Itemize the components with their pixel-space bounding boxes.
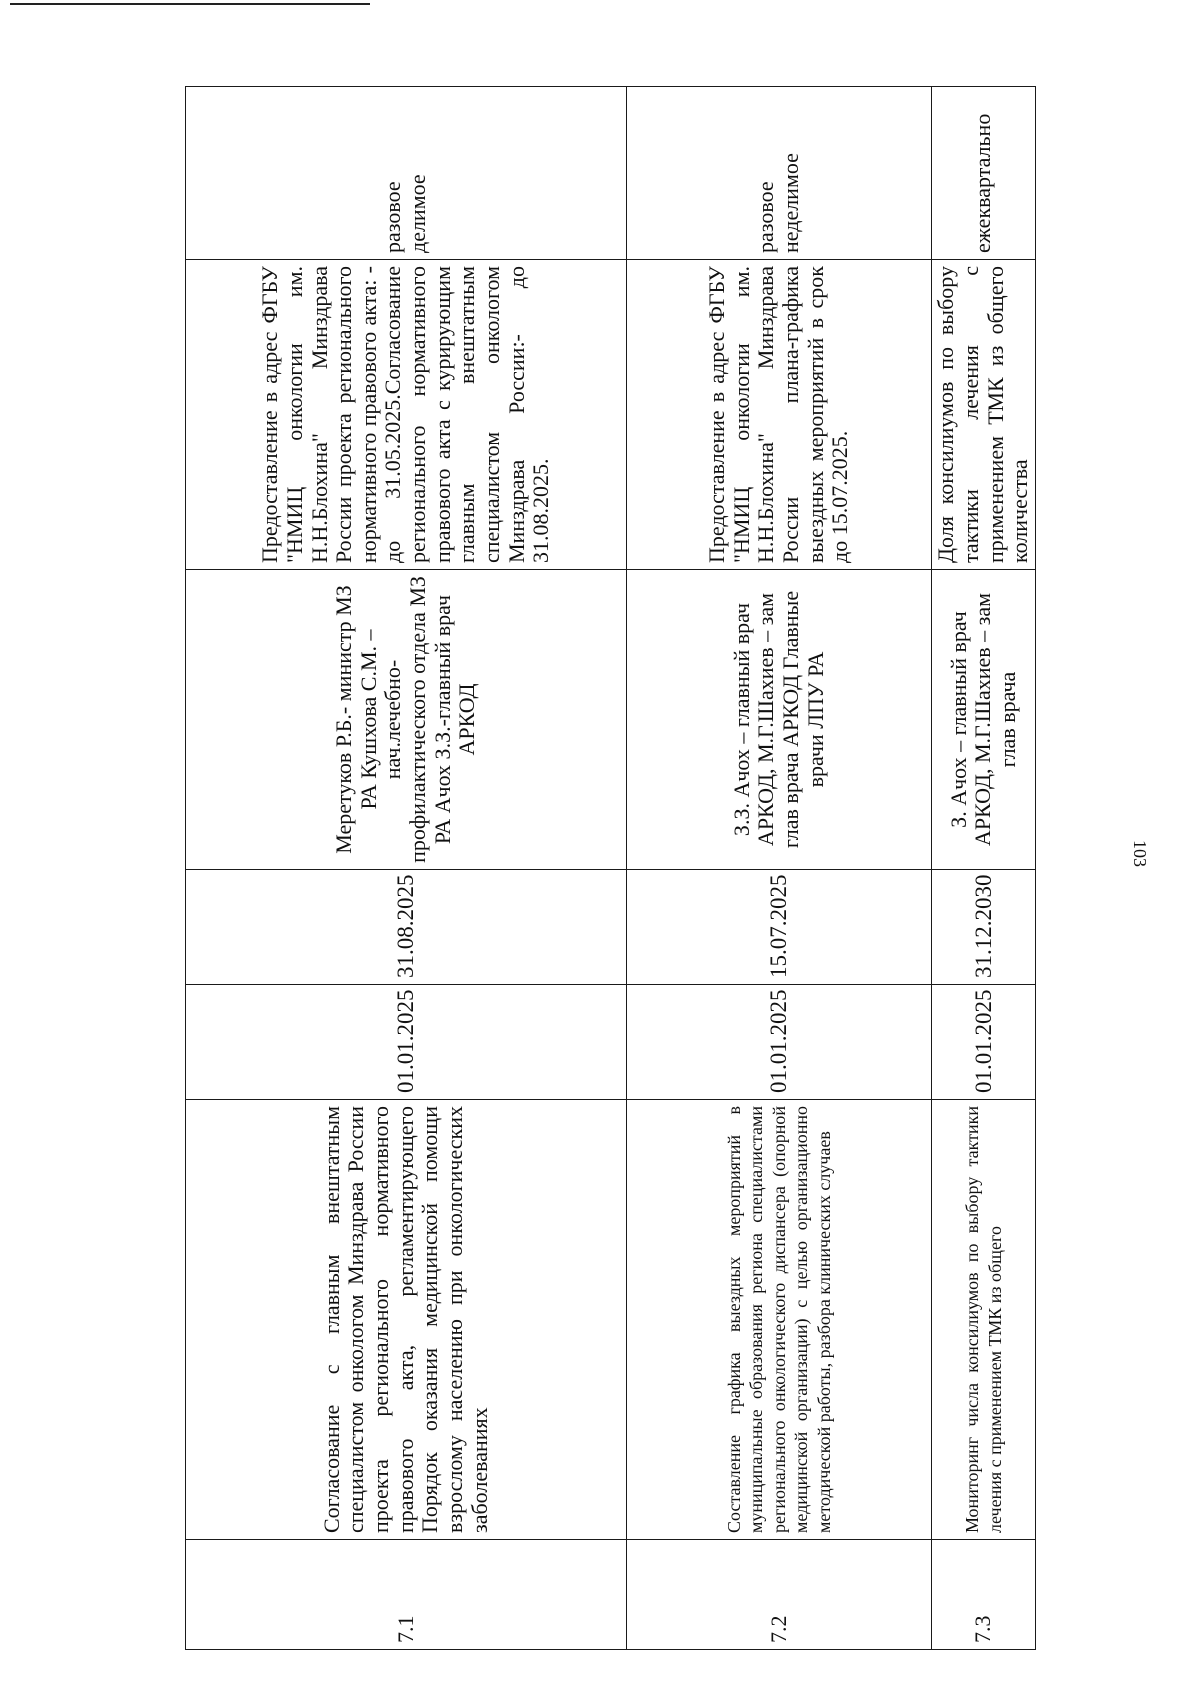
row-end-date: 31.08.2025 [186, 870, 627, 985]
row-number: 7.1 [186, 1540, 627, 1650]
row-kind-line2: неделимое [778, 153, 803, 253]
row-number: 7.3 [932, 1540, 1036, 1650]
activities-table [185, 86, 1036, 1650]
row-description: Согласование с главным внештатным специалистом онкологом Минздрава России проекта регионального нормативного правового акта, регламентирующего Порядок оказания медицинской помощи взрослому населению при онкологических заболеваниях [186, 1100, 627, 1540]
row-kind [186, 87, 627, 260]
row-end-date: 31.12.2030 [932, 870, 1036, 985]
row-kind [932, 87, 1036, 260]
row-description: Составление графика выездных мероприятий в муниципальные образования региона специалистами регионального онкологического диспансера (опорной медицинской организации) с целью организационно методической работы, разбора клинических случаев [627, 1100, 932, 1540]
row-result: Доля консилиумов по выбору тактики лечения с применением ТМК из общего количества [932, 260, 1036, 570]
row-kind [627, 87, 932, 260]
row-end-date: 15.07.2025 [627, 870, 932, 985]
row-result: Предоставление в адрес ФГБУ "НМИЦ онкологии им. Н.Н.Блохина" Минздрава России плана-графика выездных мероприятий в срок до 15.07.2025. [627, 260, 932, 570]
row-result: Предоставление в адрес ФГБУ "НМИЦ онкологии им. Н.Н.Блохина" Минздрава России проекта регионального нормативного правового акта: - до 31.05.2025.Согласование регионального нормативного правового акта с курирующим главным внештатным специалистом онкологом Минздрава России:- до 31.08.2025. [186, 260, 627, 570]
row-start-date: 01.01.2025 [627, 985, 932, 1100]
table-row [186, 87, 627, 1650]
row-kind-line1: разовое [753, 181, 779, 253]
row-description: Мониторинг числа консилиумов по выбору тактики лечения с применением ТМК из общего [932, 1100, 1036, 1540]
table-row [932, 87, 1036, 1650]
table-row [627, 87, 932, 1650]
row-kind-line1: разовое [380, 181, 406, 253]
row-number: 7.2 [627, 1540, 932, 1650]
row-start-date: 01.01.2025 [932, 985, 1036, 1100]
page-number: 103 [1130, 840, 1150, 867]
rotated-table-container [185, 87, 1035, 1650]
row-kind-line2: делимое [405, 174, 430, 253]
top-rule [10, 3, 370, 5]
row-responsible: З.З. Ачох – главный врач АРКОД, М.Г.Шахиев – зам глав врача АРКОД Главные врачи ЛПУ РА [627, 570, 932, 870]
row-responsible: Меретуков Р.Б.- министр МЗ РА Кушхова С.М. – нач.лечебно-профилактического отдела МЗ РА Ачох З.З.-главный врач АРКОД [186, 570, 627, 870]
row-responsible: З. Ачох – главный врач АРКОД, М.Г.Шахиев – зам глав врача [932, 570, 1036, 870]
row-start-date: 01.01.2025 [186, 985, 627, 1100]
row-kind-line1: ежеквартально [970, 113, 996, 253]
